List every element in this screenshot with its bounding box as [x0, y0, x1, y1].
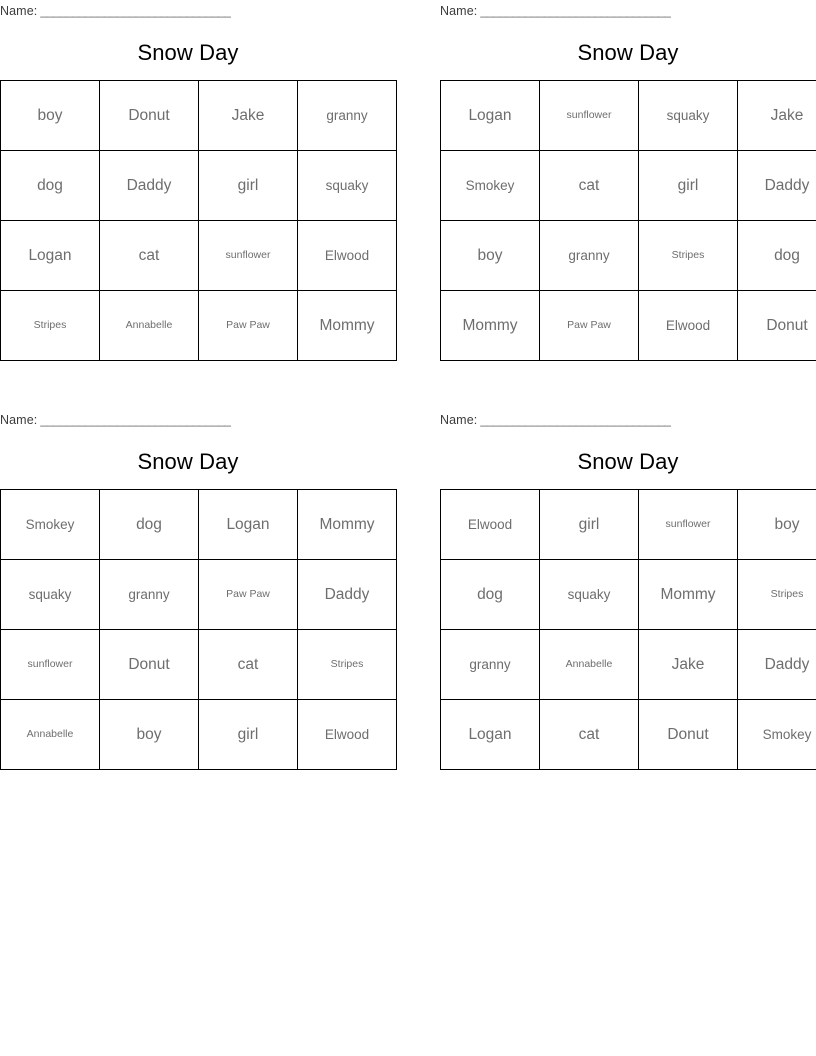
bingo-row: [441, 630, 816, 700]
bingo-cell-text: squaky: [325, 177, 369, 193]
bingo-cell[interactable]: [199, 560, 298, 630]
bingo-cell-text: Logan: [468, 106, 512, 124]
bingo-cell-text: cat: [237, 655, 259, 673]
bingo-cell-text: Annabelle: [565, 658, 613, 671]
bingo-cell[interactable]: [738, 291, 816, 361]
bingo-cell-text: granny: [469, 656, 511, 672]
name-label: Name:: [440, 413, 478, 427]
bingo-grid: [440, 80, 816, 361]
bingo-cell[interactable]: [441, 490, 540, 560]
bingo-cell-text: Logan: [226, 515, 270, 533]
bingo-cell-text: Mommy: [319, 316, 375, 334]
bingo-cell[interactable]: [199, 490, 298, 560]
bingo-row: [1, 490, 397, 560]
bingo-cell[interactable]: [639, 630, 738, 700]
bingo-cell-text: Stripes: [330, 658, 364, 671]
bingo-row: [1, 221, 397, 291]
name-label: Name:: [0, 4, 38, 18]
bingo-row: [441, 700, 816, 770]
bingo-cell[interactable]: [100, 700, 199, 770]
bingo-cell[interactable]: [540, 81, 639, 151]
bingo-cell-text: cat: [578, 176, 600, 194]
bingo-cell[interactable]: [639, 221, 738, 291]
bingo-cell-text: boy: [136, 725, 162, 743]
bingo-row: [1, 630, 397, 700]
bingo-cell[interactable]: [441, 630, 540, 700]
bingo-row: [441, 221, 816, 291]
bingo-cell[interactable]: [199, 221, 298, 291]
bingo-cell[interactable]: [298, 151, 397, 221]
bingo-cell[interactable]: [100, 560, 199, 630]
card-title: Snow Day: [577, 449, 679, 474]
bingo-row: [1, 151, 397, 221]
bingo-cell[interactable]: [199, 151, 298, 221]
bingo-cell-text: cat: [138, 246, 160, 264]
bingo-row: [441, 560, 816, 630]
bingo-cell[interactable]: [298, 490, 397, 560]
name-field-row: [0, 409, 376, 431]
bingo-cell[interactable]: [100, 291, 199, 361]
bingo-cell-text: Paw Paw: [226, 319, 270, 332]
bingo-cell[interactable]: [199, 291, 298, 361]
bingo-cell-text: girl: [578, 515, 600, 533]
bingo-cell-text: cat: [578, 725, 600, 743]
bingo-cell-text: Mommy: [319, 515, 375, 533]
bingo-cell[interactable]: [540, 151, 639, 221]
name-field-row: [0, 0, 376, 22]
bingo-cell-text: squaky: [28, 586, 72, 602]
bingo-cell[interactable]: [738, 81, 816, 151]
bingo-cell-text: dog: [477, 585, 503, 603]
bingo-cell[interactable]: [639, 700, 738, 770]
bingo-cell[interactable]: [540, 700, 639, 770]
bingo-cell-text: Mommy: [660, 585, 716, 603]
bingo-cell[interactable]: [738, 700, 816, 770]
bingo-cell[interactable]: [540, 630, 639, 700]
bingo-cell-text: Daddy: [324, 585, 370, 603]
bingo-cell[interactable]: [100, 221, 199, 291]
bingo-cell-text: Smokey: [465, 177, 515, 193]
bingo-cell-text: sunflower: [665, 518, 711, 531]
bingo-cell-text: granny: [326, 107, 368, 123]
bingo-cell-text: boy: [477, 246, 503, 264]
bingo-cell-text: Elwood: [665, 317, 711, 333]
bingo-cell-text: sunflower: [225, 249, 271, 262]
bingo-cell-text: Jake: [671, 655, 705, 673]
bingo-card-bottom-left: [0, 409, 376, 770]
bingo-cell[interactable]: [199, 630, 298, 700]
bingo-cell-text: Donut: [128, 655, 170, 673]
bingo-cell[interactable]: [1, 700, 100, 770]
bingo-cell[interactable]: [738, 560, 816, 630]
name-field-row: [440, 0, 816, 22]
bingo-cell-text: Annabelle: [125, 319, 173, 332]
bingo-cell[interactable]: [738, 490, 816, 560]
bingo-cell[interactable]: [441, 221, 540, 291]
bingo-cell-text: squaky: [666, 107, 710, 123]
name-blank-line[interactable]: ______________________________: [40, 413, 231, 427]
bingo-cell-text: Daddy: [764, 176, 810, 194]
bingo-cell-text: Donut: [128, 106, 170, 124]
bingo-cell[interactable]: [540, 291, 639, 361]
bingo-cell-text: Stripes: [770, 588, 804, 601]
name-blank-line[interactable]: ______________________________: [40, 4, 231, 18]
bingo-row: [1, 291, 397, 361]
bingo-cell[interactable]: [1, 490, 100, 560]
bingo-row: [1, 700, 397, 770]
bingo-cell[interactable]: [100, 151, 199, 221]
bingo-cell-text: granny: [128, 586, 170, 602]
bingo-grid: [0, 80, 397, 361]
bingo-cell[interactable]: [441, 700, 540, 770]
bingo-grid: [0, 489, 397, 770]
bingo-row: [441, 291, 816, 361]
bingo-cell[interactable]: [639, 490, 738, 560]
bingo-cell-text: Stripes: [671, 249, 705, 262]
bingo-cell[interactable]: [441, 151, 540, 221]
bingo-cell-text: Daddy: [126, 176, 172, 194]
bingo-cell[interactable]: [298, 221, 397, 291]
bingo-cell-text: Elwood: [324, 726, 370, 742]
bingo-cell-text: Smokey: [762, 726, 812, 742]
card-title: Snow Day: [137, 449, 239, 474]
bingo-cell[interactable]: [100, 81, 199, 151]
bingo-cell[interactable]: [639, 560, 738, 630]
bingo-row: [1, 81, 397, 151]
bingo-grid: [440, 489, 816, 770]
bingo-cell-text: Logan: [468, 725, 512, 743]
bingo-cell[interactable]: [441, 560, 540, 630]
bingo-cell[interactable]: [199, 700, 298, 770]
bingo-cell[interactable]: [100, 490, 199, 560]
bingo-cell-text: Paw Paw: [567, 319, 611, 332]
bingo-row: [441, 490, 816, 560]
bingo-cell-text: dog: [37, 176, 63, 194]
bingo-cell-text: Donut: [667, 725, 709, 743]
bingo-cell[interactable]: [1, 291, 100, 361]
bingo-cell[interactable]: [1, 81, 100, 151]
bingo-card-top-left: [0, 0, 376, 361]
bingo-cell[interactable]: [441, 81, 540, 151]
bingo-card-top-right: [440, 0, 816, 361]
bingo-cell-text: Donut: [766, 316, 808, 334]
bingo-cell-text: Mommy: [462, 316, 518, 334]
bingo-cell-text: sunflower: [27, 658, 73, 671]
bingo-cell-text: Logan: [28, 246, 72, 264]
bingo-cell[interactable]: [1, 630, 100, 700]
bingo-row: [441, 81, 816, 151]
bingo-cell[interactable]: [298, 291, 397, 361]
bingo-cell[interactable]: [540, 490, 639, 560]
bingo-cell[interactable]: [298, 630, 397, 700]
name-field-row: [440, 409, 816, 431]
bingo-cell[interactable]: [738, 151, 816, 221]
bingo-cell-text: Paw Paw: [226, 588, 270, 601]
bingo-cell-text: Elwood: [467, 516, 513, 532]
bingo-cell-text: Stripes: [33, 319, 67, 332]
bingo-cell[interactable]: [738, 221, 816, 291]
bingo-cell-text: girl: [237, 725, 259, 743]
bingo-cell-text: squaky: [567, 586, 611, 602]
bingo-cell[interactable]: [100, 630, 199, 700]
bingo-cell-text: boy: [37, 106, 63, 124]
bingo-cell-text: boy: [774, 515, 800, 533]
bingo-cell-text: granny: [568, 247, 610, 263]
bingo-cell-text: Smokey: [25, 516, 75, 532]
bingo-cell[interactable]: [1, 560, 100, 630]
name-blank-line[interactable]: ______________________________: [480, 4, 671, 18]
bingo-cell[interactable]: [298, 700, 397, 770]
bingo-cell[interactable]: [199, 81, 298, 151]
bingo-cell-text: Elwood: [324, 247, 370, 263]
bingo-cell[interactable]: [639, 151, 738, 221]
bingo-row: [1, 560, 397, 630]
bingo-cell[interactable]: [1, 221, 100, 291]
bingo-cell-text: Jake: [770, 106, 804, 124]
bingo-cell[interactable]: [298, 560, 397, 630]
card-title: Snow Day: [577, 40, 679, 65]
bingo-cell[interactable]: [540, 560, 639, 630]
bingo-cell[interactable]: [540, 221, 639, 291]
name-label: Name:: [0, 413, 38, 427]
bingo-cell[interactable]: [441, 291, 540, 361]
bingo-cell-text: Jake: [231, 106, 265, 124]
bingo-cell-text: dog: [774, 246, 800, 264]
bingo-card-bottom-right: [440, 409, 816, 770]
bingo-cell-text: girl: [237, 176, 259, 194]
bingo-cell-text: sunflower: [566, 109, 612, 122]
bingo-row: [441, 151, 816, 221]
bingo-cell-text: dog: [136, 515, 162, 533]
name-label: Name:: [440, 4, 478, 18]
bingo-cell-text: Daddy: [764, 655, 810, 673]
name-blank-line[interactable]: ______________________________: [480, 413, 671, 427]
bingo-cell[interactable]: [639, 291, 738, 361]
bingo-cell-text: girl: [677, 176, 699, 194]
card-title: Snow Day: [137, 40, 239, 65]
bingo-cell[interactable]: [1, 151, 100, 221]
bingo-cell[interactable]: [738, 630, 816, 700]
bingo-cell[interactable]: [639, 81, 738, 151]
bingo-cell-text: Annabelle: [26, 728, 74, 741]
bingo-cell[interactable]: [298, 81, 397, 151]
